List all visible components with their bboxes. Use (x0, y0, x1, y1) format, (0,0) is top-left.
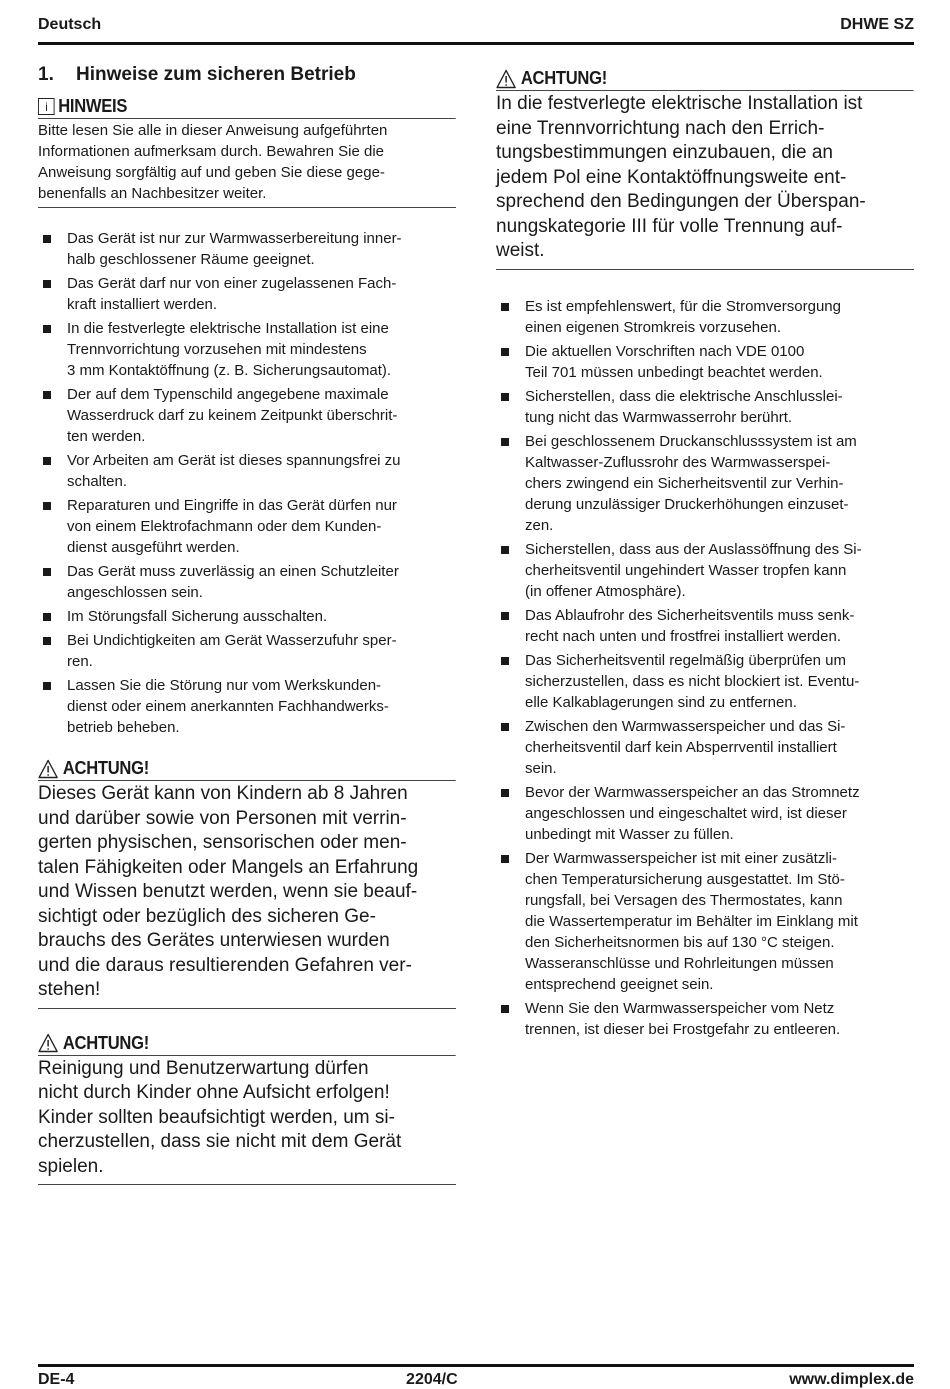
list-item (496, 386, 914, 428)
text-line: recht nach unten und frostfrei installiert werden. (525, 627, 842, 645)
text-line: Im Störungsfall Sicherung ausschalten. (67, 608, 328, 625)
text-line: zen. (525, 516, 554, 534)
list-item (496, 539, 914, 602)
left-warnings (38, 758, 456, 1185)
text-line: chers zwingend ein Sicherheitsventil zur Verhin- (525, 474, 844, 492)
warning-icon (496, 69, 516, 89)
warning-icon (38, 759, 58, 779)
text-line: Bei geschlossenem Druckanschlusssystem ist am (525, 432, 857, 450)
text-line: dienst oder einem anerkannten Fachhandwerks- (67, 698, 389, 715)
warning-text (38, 782, 456, 1009)
text-line: Die aktuellen Vorschriften nach VDE 0100 (525, 342, 805, 360)
text-line: ren. (67, 653, 93, 670)
text-line: Bevor der Warmwasserspeicher an das Stromnetz (525, 783, 860, 801)
text-line: dienst ausgeführt werden. (67, 539, 240, 556)
text-line: tung nicht das Warmwasserrohr berührt. (525, 408, 793, 426)
list-item (496, 341, 914, 383)
section-number: 1. (38, 64, 54, 85)
list-item (496, 998, 914, 1040)
text-line: Das Gerät ist nur zur Warmwasserbereitung inner- (67, 230, 402, 247)
left-column (38, 64, 456, 1185)
warning-label: ACHTUNG! (62, 758, 149, 778)
warning-heading (496, 68, 914, 91)
text-line: sprechend den Bedingungen der Überspan- (496, 191, 866, 212)
text-line: cherzustellen, dass sie nicht mit dem Gerät (38, 1131, 402, 1152)
warning-label: ACHTUNG! (520, 68, 607, 88)
text-line: elle Kalkablagerungen sind zu entfernen. (525, 693, 797, 711)
warning-icon (38, 1033, 58, 1053)
text-line: Vor Arbeiten am Gerät ist dieses spannungsfrei zu (67, 452, 401, 469)
header-language: Deutsch (38, 16, 102, 33)
text-line: cherheitsventil ungehindert Wasser tropfen kann (525, 561, 847, 579)
text-line: talen Fähigkeiten oder Mangels an Erfahrung (38, 856, 419, 878)
text-line: nungskategorie III für volle Trennung auf- (496, 215, 843, 237)
list-item (38, 561, 456, 603)
text-line: sicherzustellen, dass es nicht blockiert ist. Eventu- (525, 672, 860, 690)
section-title (38, 64, 456, 86)
footer-code: 2204/C (406, 1371, 458, 1388)
text-line: Lassen Sie die Störung nur vom Werkskunden- (67, 677, 382, 694)
list-item (38, 495, 456, 558)
text-line: die Wassertemperatur im Behälter im Einklang mit (525, 912, 858, 930)
right-warning (496, 68, 914, 270)
warning-text (38, 1057, 456, 1186)
text-line: entsprechend geeignet sein. (525, 975, 714, 993)
warning-block (38, 1033, 456, 1186)
text-line: Wasserdruck darf zu keinem Zeitpunkt überschrit- (67, 407, 398, 424)
text-line: tungsbestimmungen einzubauen, die an (496, 142, 833, 163)
text-line: Sicherstellen, dass aus der Auslassöffnung des Si- (525, 540, 862, 558)
text-line: Reinigung und Benutzerwartung dürfen (38, 1057, 369, 1079)
text-line: eine Trennvorrichtung nach den Errich- (496, 117, 825, 139)
text-line: Zwischen den Warmwasserspeicher und das Si- (525, 717, 846, 735)
list-item (38, 606, 456, 627)
text-line: schalten. (67, 473, 128, 490)
hinweis-heading (38, 96, 456, 119)
text-line: Wasseranschlüsse und Rohrleitungen müssen (525, 954, 834, 972)
warning-label: ACHTUNG! (62, 1032, 149, 1053)
page-header (38, 16, 914, 45)
hinweis-text (38, 120, 456, 208)
text-line: nicht durch Kinder ohne Aufsicht erfolgen! (38, 1082, 390, 1103)
text-line: und die daraus resultierenden Gefahren ver- (38, 954, 412, 976)
text-line: und darüber sowie von Personen mit verrin- (38, 807, 407, 829)
text-line: In die festverlegte elektrische Installation ist (496, 93, 863, 114)
list-item (38, 450, 456, 492)
right-column (496, 68, 914, 1043)
text-line: Wenn Sie den Warmwasserspeicher vom Netz (525, 999, 835, 1017)
text-line: ten werden. (67, 428, 146, 445)
list-item (496, 782, 914, 845)
text-line: Der Warmwasserspeicher ist mit einer zusätzli- (525, 849, 838, 867)
text-line: den Sicherheitsnormen bis auf 130 °C steigen. (525, 933, 835, 951)
page-footer (38, 1364, 914, 1389)
text-line: (in offener Atmosphäre). (525, 582, 686, 600)
list-item (38, 384, 456, 447)
warning-block (496, 68, 914, 270)
footer-website: www.dimplex.de (789, 1371, 914, 1388)
text-line: In die festverlegte elektrische Installation ist eine (67, 320, 389, 337)
text-line: halb geschlossener Räume geeignet. (67, 251, 315, 268)
list-item (38, 318, 456, 381)
text-line: trennen, ist dieser bei Frostgefahr zu entleeren. (525, 1020, 841, 1038)
section-title-text: Hinweise zum sicheren Betrieb (76, 64, 356, 85)
text-line: stehen! (38, 979, 101, 1000)
text-line: angeschlossen und eingeschaltet wird, ist dieser (525, 804, 847, 822)
text-line: Informationen aufmerksam durch. Bewahren Sie die (38, 143, 385, 160)
right-bullet-list (496, 296, 914, 1040)
text-line: Das Gerät darf nur von einer zugelassenen Fach- (67, 275, 397, 292)
info-icon: i (38, 98, 55, 115)
text-line: betrieb beheben. (67, 719, 180, 736)
text-line: Der auf dem Typenschild angegebene maximale (67, 386, 389, 403)
text-line: Kaltwasser-Zuflussrohr des Warmwasserspei- (525, 453, 831, 471)
text-line: brauchs des Gerätes unterwiesen wurden (38, 930, 390, 951)
text-line: sichtigt oder bezüglich des sicheren Ge- (38, 905, 376, 927)
text-line: sein. (525, 759, 557, 777)
warning-heading (38, 1033, 456, 1056)
text-line: jedem Pol eine Kontaktöffnungsweite ent- (496, 166, 847, 188)
text-line: benenfalls an Nachbesitzer weiter. (38, 185, 267, 202)
text-line: Dieses Gerät kann von Kindern ab 8 Jahren (38, 783, 408, 804)
header-product: DHWE SZ (840, 16, 914, 33)
list-item (496, 431, 914, 536)
text-line: cherheitsventil darf kein Absperrventil installiert (525, 738, 837, 756)
footer-page: DE-4 (38, 1371, 75, 1388)
text-line: Anweisung sorgfältig auf und geben Sie diese gege- (38, 164, 385, 181)
list-item (38, 630, 456, 672)
text-line: unbedingt mit Wasser zu füllen. (525, 825, 734, 843)
text-line: weist. (496, 240, 545, 261)
text-line: derung unzulässiger Druckerhöhungen einzuset- (525, 495, 849, 513)
text-line: Das Sicherheitsventil regelmäßig überprüfen um (525, 651, 846, 669)
list-item (496, 650, 914, 713)
text-line: chen Temperatursicherung ausgestattet. Im Stö- (525, 870, 845, 888)
text-line: 3 mm Kontaktöffnung (z. B. Sicherungsautomat). (67, 362, 392, 379)
text-line: Bitte lesen Sie alle in dieser Anweisung aufgeführten (38, 122, 388, 139)
text-line: von einem Elektrofachmann oder dem Kunden- (67, 518, 382, 535)
text-line: spielen. (38, 1155, 104, 1177)
list-item (496, 605, 914, 647)
text-line: Das Ablaufrohr des Sicherheitsventils muss senk- (525, 606, 855, 624)
warning-heading (38, 758, 456, 781)
text-line: Sicherstellen, dass die elektrische Anschlusslei- (525, 387, 843, 405)
list-item (496, 848, 914, 995)
text-line: und Wissen benutzt werden, wenn sie beauf- (38, 881, 418, 902)
text-line: Reparaturen und Eingriffe in das Gerät dürfen nur (67, 497, 397, 514)
text-line: Bei Undichtigkeiten am Gerät Wasserzufuhr sper- (67, 632, 397, 649)
list-item (38, 228, 456, 270)
text-line: rungsfall, bei Versagen des Thermostates, kann (525, 891, 843, 909)
text-line: Teil 701 müssen unbedingt beachtet werden. (525, 363, 823, 381)
hinweis-block (38, 96, 456, 208)
text-line: kraft installiert werden. (67, 296, 218, 313)
warning-block (38, 758, 456, 1009)
hinweis-label: HINWEIS (58, 96, 128, 116)
list-item (496, 716, 914, 779)
list-item (496, 296, 914, 338)
text-line: Trennvorrichtung vorzusehen mit mindestens (67, 341, 367, 358)
list-item (38, 675, 456, 738)
left-bullet-list (38, 228, 456, 738)
list-item (38, 273, 456, 315)
text-line: einen eigenen Stromkreis vorzusehen. (525, 318, 781, 336)
text-line: Kinder sollten beaufsichtigt werden, um si- (38, 1106, 395, 1128)
warning-text (496, 92, 914, 270)
text-line: angeschlossen sein. (67, 584, 203, 601)
text-line: Es ist empfehlenswert, für die Stromversorgung (525, 297, 841, 315)
text-line: gerten physischen, sensorischen oder men- (38, 832, 407, 853)
text-line: Das Gerät muss zuverlässig an einen Schutzleiter (67, 563, 399, 580)
